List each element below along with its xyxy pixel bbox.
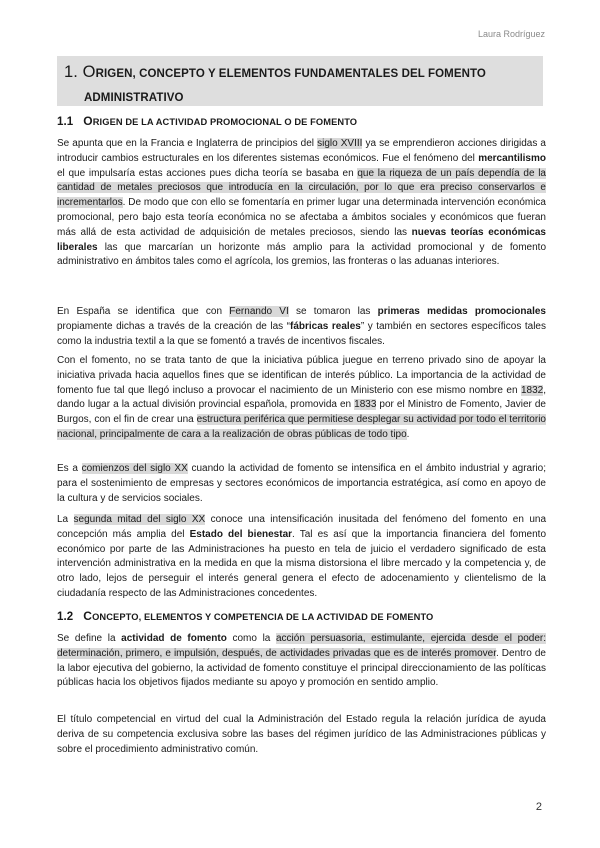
section-title-part-a: RIGEN, CONCEPTO Y ELEMENTOS FUNDAMENTALES DEL FOMENTO [95, 68, 486, 80]
section-heading [57, 56, 543, 106]
paragraph-competence: El título competencial en virtud del cual la Administración del Estado regula la relación jurídica de ayuda deriva de su competencia exclusiva sobre las bases del régimen jurídico de las Administraciones públicas y sobre el procedimiento administrativo común. [57, 714, 546, 755]
page-number: 2 [535, 801, 542, 813]
paragraph-xx-century: Es a comienzos del siglo XX cuando la actividad de fomento se intensifica en el ámbito industrial y agrario; para el sostenimiento de empresas y sectores económicos de importancia estratégica, así como en apoyo de la cultura y de servicios sociales. [57, 463, 546, 504]
subsection-title-cap: C [83, 609, 93, 623]
paragraph-origins: Se apunta que en la Francia e Inglaterra de principios del siglo XVIII ya se emprendieron acciones dirigidas a introducir cambios estructurales en los diferentes sistemas económicos. Fue el fenómeno del mercantilismo el que impulsaría estas acciones pues dicha teoría se basaba en que la riqueza de un país dependía de la cantidad de metales preciosos que introducía en la circulación, por lo que era preciso conservarlos e incrementarlos. De modo que con ello se fomentaría en primer lugar una determinada intervención económica promocional, pero bajo esta teoría económica no se afectaba a ámbitos sociales y económicos que fueran más allá de esta actividad de adquisición de metales preciosos, siendo las nuevas teorías económicas liberales las que marcarían un horizonte más amplio para la actividad promocional y de fomento administrativo en ámbitos tales como el agrícola, los gremios, las fronteras o las aduanas interiores. [57, 138, 546, 268]
highlight: Fernando VI [229, 306, 289, 317]
bold-term: actividad de fomento [121, 633, 227, 644]
highlight: comienzos del siglo XX [81, 463, 188, 474]
section-title-part-b: ADMINISTRATIVO [84, 92, 184, 104]
highlight: siglo XVIII [317, 138, 363, 149]
bold-term: primeras medidas promocionales [377, 306, 546, 317]
highlight: 1833 [354, 399, 377, 411]
highlight: 1832 [520, 384, 544, 396]
subsection-title-cap: O [83, 114, 93, 128]
bold-term: mercantilismo [478, 152, 546, 164]
bold-term: Estado del bienestar [189, 528, 293, 540]
subsection-heading-1-1 [57, 114, 357, 128]
bold-term: nuevas teorías económicas liberales [57, 226, 546, 253]
author-name: Laura Rodríguez [477, 29, 545, 39]
paragraph-definition: Se define la actividad de fomento como la acción persuasoria, estimulante, ejercida desde el poder: determinación, primero, e impulsión, después, de actividades privadas que es de interés promover. Dentro de la labor ejecutiva del gobierno, la actividad de fomento constituye el principal direccionamiento de las políticas públicas hacia los objetivos fijados mediante su apoyo y promoción en sentido amplio. [57, 633, 546, 689]
bold-term: fábricas reales [290, 320, 361, 332]
subsection-number: 1.2 [57, 611, 74, 623]
subsection-title: RIGEN DE LA ACTIVIDAD PROMOCIONAL O DE FOMENTO [92, 117, 358, 127]
highlight: segunda mitad del siglo XX [73, 514, 206, 525]
subsection-heading-1-2 [57, 609, 433, 623]
highlight: estructura periférica que permitiese desplegar su actividad por todo el territorio nacional, principalmente de cara a la realización de obras públicas de todo tipo [57, 414, 546, 440]
paragraph-spain: En España se identifica que con Fernando VI se tomaron las primeras medidas promocionales propiamente dichas a través de la creación de las “fábricas reales” y también en sectores específicos tales como la industria textil a la que se fomentó a través de incentivos fiscales. [57, 306, 546, 347]
section-number: 1. [64, 63, 78, 81]
highlight: acción persuasoria, estimulante, ejercida desde el poder: determinación, primero, e impulsión, después, de actividades privadas que es de interés promover [57, 633, 546, 659]
subsection-title: ONCEPTO, ELEMENTOS Y COMPETENCIA DE LA ACTIVIDAD DE FOMENTO [92, 612, 434, 622]
subsection-number: 1.1 [57, 116, 74, 128]
section-title-lead: O [82, 63, 96, 81]
highlight: que la riqueza de un país dependía de la cantidad de metales preciosos que introducía en la circulación, por lo que era preciso conservarlos e incrementarlos [57, 167, 546, 209]
paragraph-ministry: Con el fomento, no se trata tanto de que la iniciativa pública juegue en terreno privado sino de apoyar la iniciativa privada hacia aquellos fines que se identifican de interés público. La importancia de la actividad de fomento fue tal que llegó incluso a provocar el nacimiento de un Ministerio con ese mismo nombre en 1832, dando lugar a la actual división provincial española, promovida en 1833 por el Ministro de Fomento, Javier de Burgos, con el fin de crear una estructura periférica que permitiese desplegar su actividad por todo el territorio nacional, principalmente de cara a la realización de obras públicas de todo tipo. [57, 355, 546, 440]
paragraph-welfare-state: La segunda mitad del siglo XX conoce una intensificación inusitada del fenómeno del fomento en una concepción más amplia del Estado del bienestar. Tal es así que la importancia financiera del fomento económico por parte de las Administraciones ha puesto en tela de juicio el verdadero significado de esta intervención administrativa en la medida en que la misma distorsiona el libre mercado y la competencia y, de otro lado, lejos de perseguir el interés general genera el efecto de adocenamiento y clientelismo de la ciudadanía respecto de las Administraciones concedentes. [57, 514, 547, 599]
